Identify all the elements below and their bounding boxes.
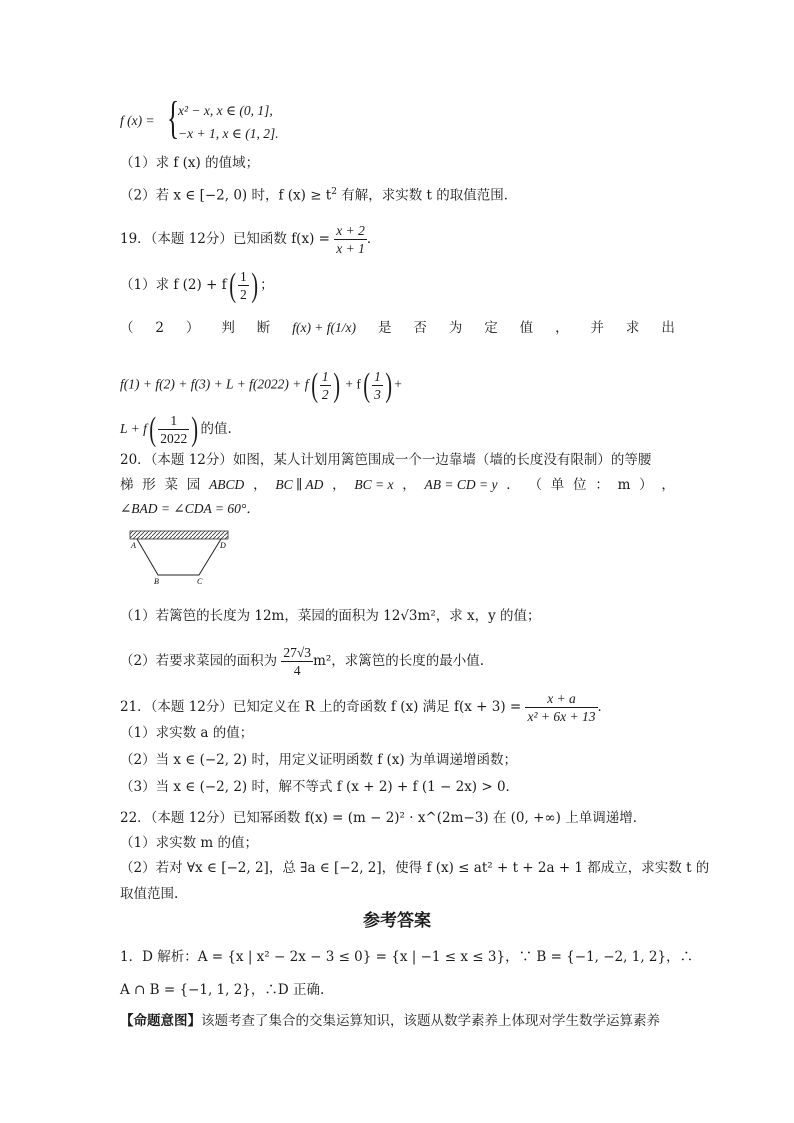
q20-line-3: ∠BAD = ∠CDA = 60°． (120, 501, 260, 516)
q19-sum-line: f(1) + f(2) + f(3) + L + f(2022) + f( $\frac{1}{2}$ ) + f( $\frac{1}{3}$ ) + (120, 366, 402, 404)
label-b: B (154, 577, 159, 586)
q19-part-1: （1）求 f (2) + f( $\frac{1}{2}$ ) ； (120, 266, 274, 304)
q20-part-2: （2）若要求菜园的面积为 $\frac{27√3}{4}$ m²，求篱笆的长度的最小值. (120, 645, 485, 678)
answers-title: 参考答案 (363, 911, 431, 931)
q19-part-2: （ 2 ） 判 断 f(x) + f(1/x) 是 否 为 定 值 ， 并 求 出 (120, 320, 675, 336)
answer-1-line-1: 1．D 解析：A = {x | x² − 2x − 3 ≤ 0} = {x | −1 ≤ x ≤ 3}，∵ B = {−1, −2, 1, 2}，∴ (120, 949, 694, 965)
label-d: D (220, 541, 226, 550)
fence (137, 539, 221, 575)
q18-part-1: （1）求 f (x) 的值域； (120, 155, 260, 171)
q18-piece-1: x² − x, x ∈ (0, 1], (178, 103, 273, 118)
q22-part-2-cont: 取值范围. (120, 886, 179, 902)
q21-head: 21．（本题 12分）已知定义在 R 上的奇函数 f (x) 满足 f(x + 3) = $\frac{x + a}{\text{x² + 6x + 13}}$ ． (120, 691, 611, 724)
piecewise-brace: { (167, 92, 180, 143)
q19-expression: f(x) + f(1/x) (292, 320, 357, 335)
q22-part-2: （2）若对 ∀x ∈ [−2, 2]，总 ∃a ∈ [−2, 2]，使得 f (x) ≤ at² + t + 2a + 1 都成立，求实数 t 的 (120, 860, 710, 876)
q19-head: 19．（本题 12分）已知函数 f(x) = $\frac{x + 2}{x + 1}$ ． (120, 223, 381, 256)
q18-function-lhs: f (x) = (120, 113, 155, 128)
label-c: C (197, 577, 203, 586)
answer-1-line-2: A ∩ B = {−1, 1, 2}，∴D 正确. (120, 982, 325, 998)
q22-part-1: （1）求实数 m 的值； (120, 835, 258, 851)
q20-part-1: （1）若篱笆的长度为 12m，菜园的面积为 12√3m²，求 x，y 的值； (120, 608, 541, 624)
q18-part-2: （2）若 x ∈ [−2, 0) 时，f $(x) \ge t^2$ 有解，求实数 t 的取值范围. (120, 187, 509, 204)
q22-line-1: 22．（本题 12分）已知幂函数 f(x) = (m − 2)² · x^(2m−3) 在 (0, +∞) 上单调递增． (120, 810, 647, 826)
q21-part-2: （2）当 x ∈ (−2, 2) 时，用定义证明函数 f (x) 为单调递增函数； (120, 752, 517, 768)
label-a: A (131, 541, 136, 550)
q21-part-3: （3）当 x ∈ (−2, 2) 时，解不等式 f (x + 2) + f (1 − 2x) > 0． (120, 779, 520, 795)
q20-line-2: 梯 形 菜 园 ABCD ， BC ∥ AD ， BC = x ， AB = CD = y ． （ 单 位 ： m ） ， (120, 477, 675, 493)
q19-last-line: L + f( $\frac{1}{2022}$ ) 的值. (120, 410, 232, 448)
intent-label: 【命题意图】 (120, 1013, 201, 1029)
answer-1-intent: 【命题意图】该题考查了集合的交集运算知识，该题从数学素养上体现对学生数学运算素养 (120, 1013, 660, 1029)
trapezoid-diagram (128, 528, 232, 586)
q20-line-1: 20．（本题 12分）如图，某人计划用篱笆围成一个一边靠墙（墙的长度没有限制）的等腰 (120, 452, 652, 468)
q18-piece-2: −x + 1, x ∈ (1, 2]. (178, 126, 279, 141)
wall (130, 531, 228, 539)
q21-part-1: （1）求实数 a 的值； (120, 725, 254, 741)
